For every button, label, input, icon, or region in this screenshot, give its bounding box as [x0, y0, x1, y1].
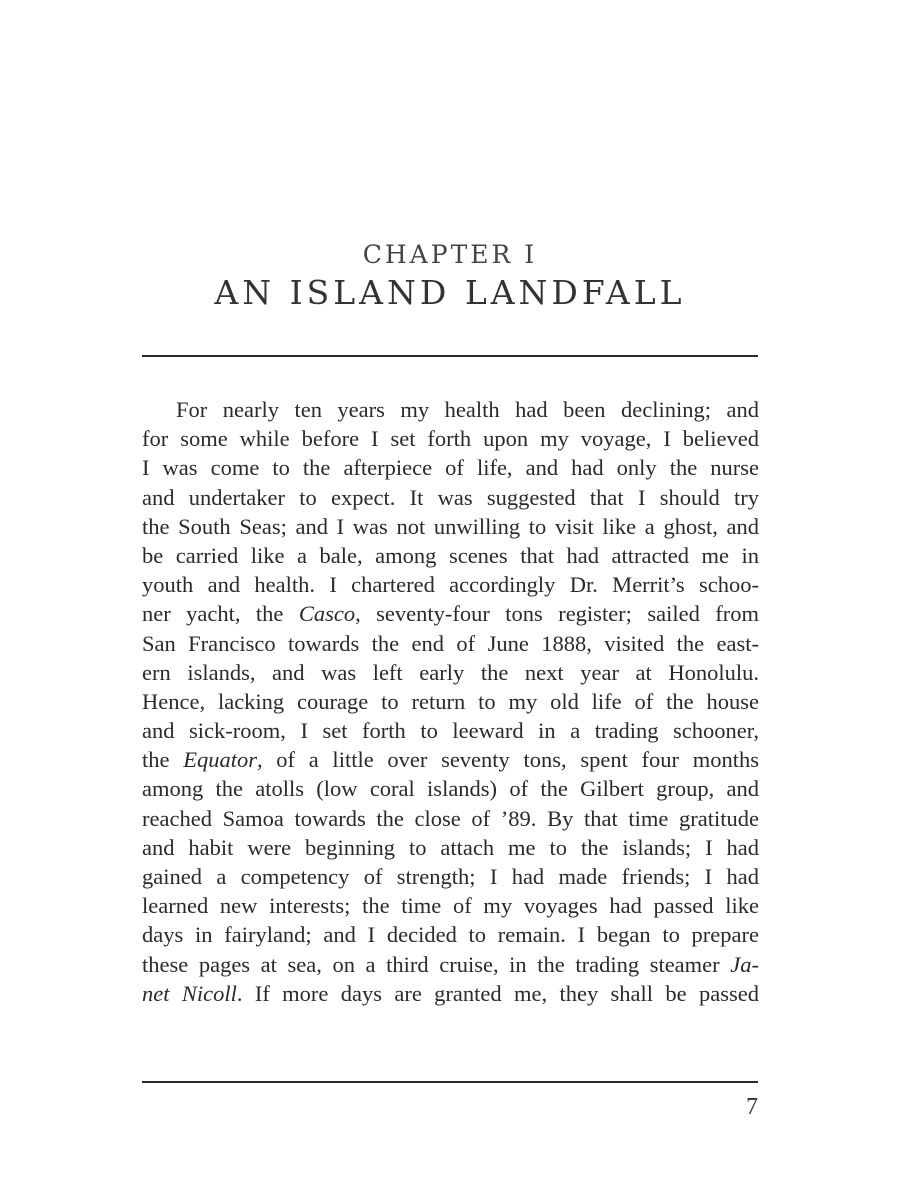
body-line [142, 541, 759, 570]
bottom-rule [142, 1081, 758, 1083]
body-line [142, 453, 759, 482]
italic-text: Equator [183, 747, 257, 773]
text-run: the South Seas; and I was not unwilling to visit like a ghost, and [142, 513, 759, 539]
body-line [142, 891, 759, 920]
text-run: , seventy-four tons register; sailed from [355, 601, 759, 627]
body-line [142, 774, 759, 803]
body-line [142, 745, 759, 774]
body-line [142, 483, 759, 512]
text-run: reached Samoa towards the close of ’89. By that time gratitude [142, 805, 759, 831]
text-run: San Francisco towards the end of June 1888, visited the east- [142, 630, 759, 656]
text-run: ner yacht, the [142, 601, 299, 627]
body-line [142, 687, 759, 716]
text-run: and habit were beginning to attach me to the islands; I had [142, 834, 759, 860]
text-run: , of a little over seventy tons, spent four months [256, 747, 759, 773]
text-run: youth and health. I chartered accordingly Dr. Merrit’s schoo- [142, 572, 759, 598]
body-line [142, 512, 759, 541]
top-rule [142, 355, 758, 357]
text-run: I was come to the afterpiece of life, and had only the nurse [142, 455, 759, 481]
body-line [142, 979, 759, 1008]
italic-text: Ja- [730, 951, 759, 977]
italic-text: Casco [298, 601, 356, 627]
body-line [142, 658, 759, 687]
body-line [142, 716, 759, 745]
body-line [142, 424, 759, 453]
body-line [142, 950, 759, 979]
chapter-title: AN ISLAND LANDFALL [214, 273, 686, 312]
italic-text: net Nicoll [142, 980, 237, 1006]
text-run: days in fairyland; and I decided to remain. I began to prepare [142, 922, 759, 948]
body-line [142, 395, 759, 424]
body-line [142, 599, 759, 628]
text-run: . If more days are granted me, they shall be passed [236, 980, 759, 1006]
text-run: the [142, 747, 184, 773]
text-run: and undertaker to expect. It was suggested that I should try [142, 484, 759, 510]
body-line [142, 804, 759, 833]
body-line [142, 833, 759, 862]
text-run: ern islands, and was left early the next year at Honolulu. [142, 659, 759, 685]
text-run: and sick-room, I set forth to leeward in a trading schooner, [142, 718, 759, 744]
body-line [142, 862, 759, 891]
text-run: among the atolls (low coral islands) of the Gilbert group, and [142, 776, 759, 802]
body-line [142, 629, 759, 658]
text-run: these pages at sea, on a third cruise, in the trading steamer [142, 951, 731, 977]
body-line [142, 570, 759, 599]
body-line [142, 920, 759, 949]
text-run: learned new interests; the time of my voyages had passed like [142, 893, 759, 919]
text-run: be carried like a bale, among scenes that had attracted me in [142, 542, 759, 568]
chapter-number: CHAPTER I [362, 240, 538, 269]
text-run: Hence, lacking courage to return to my old life of the house [142, 688, 759, 714]
page-number: 7 [746, 1094, 758, 1120]
text-run: for some while before I set forth upon my voyage, I believed [142, 426, 759, 452]
text-run: gained a competency of strength; I had made friends; I had [142, 864, 759, 889]
text-run: For nearly ten years my health had been declining; and [176, 397, 759, 422]
body-text [142, 395, 759, 1008]
